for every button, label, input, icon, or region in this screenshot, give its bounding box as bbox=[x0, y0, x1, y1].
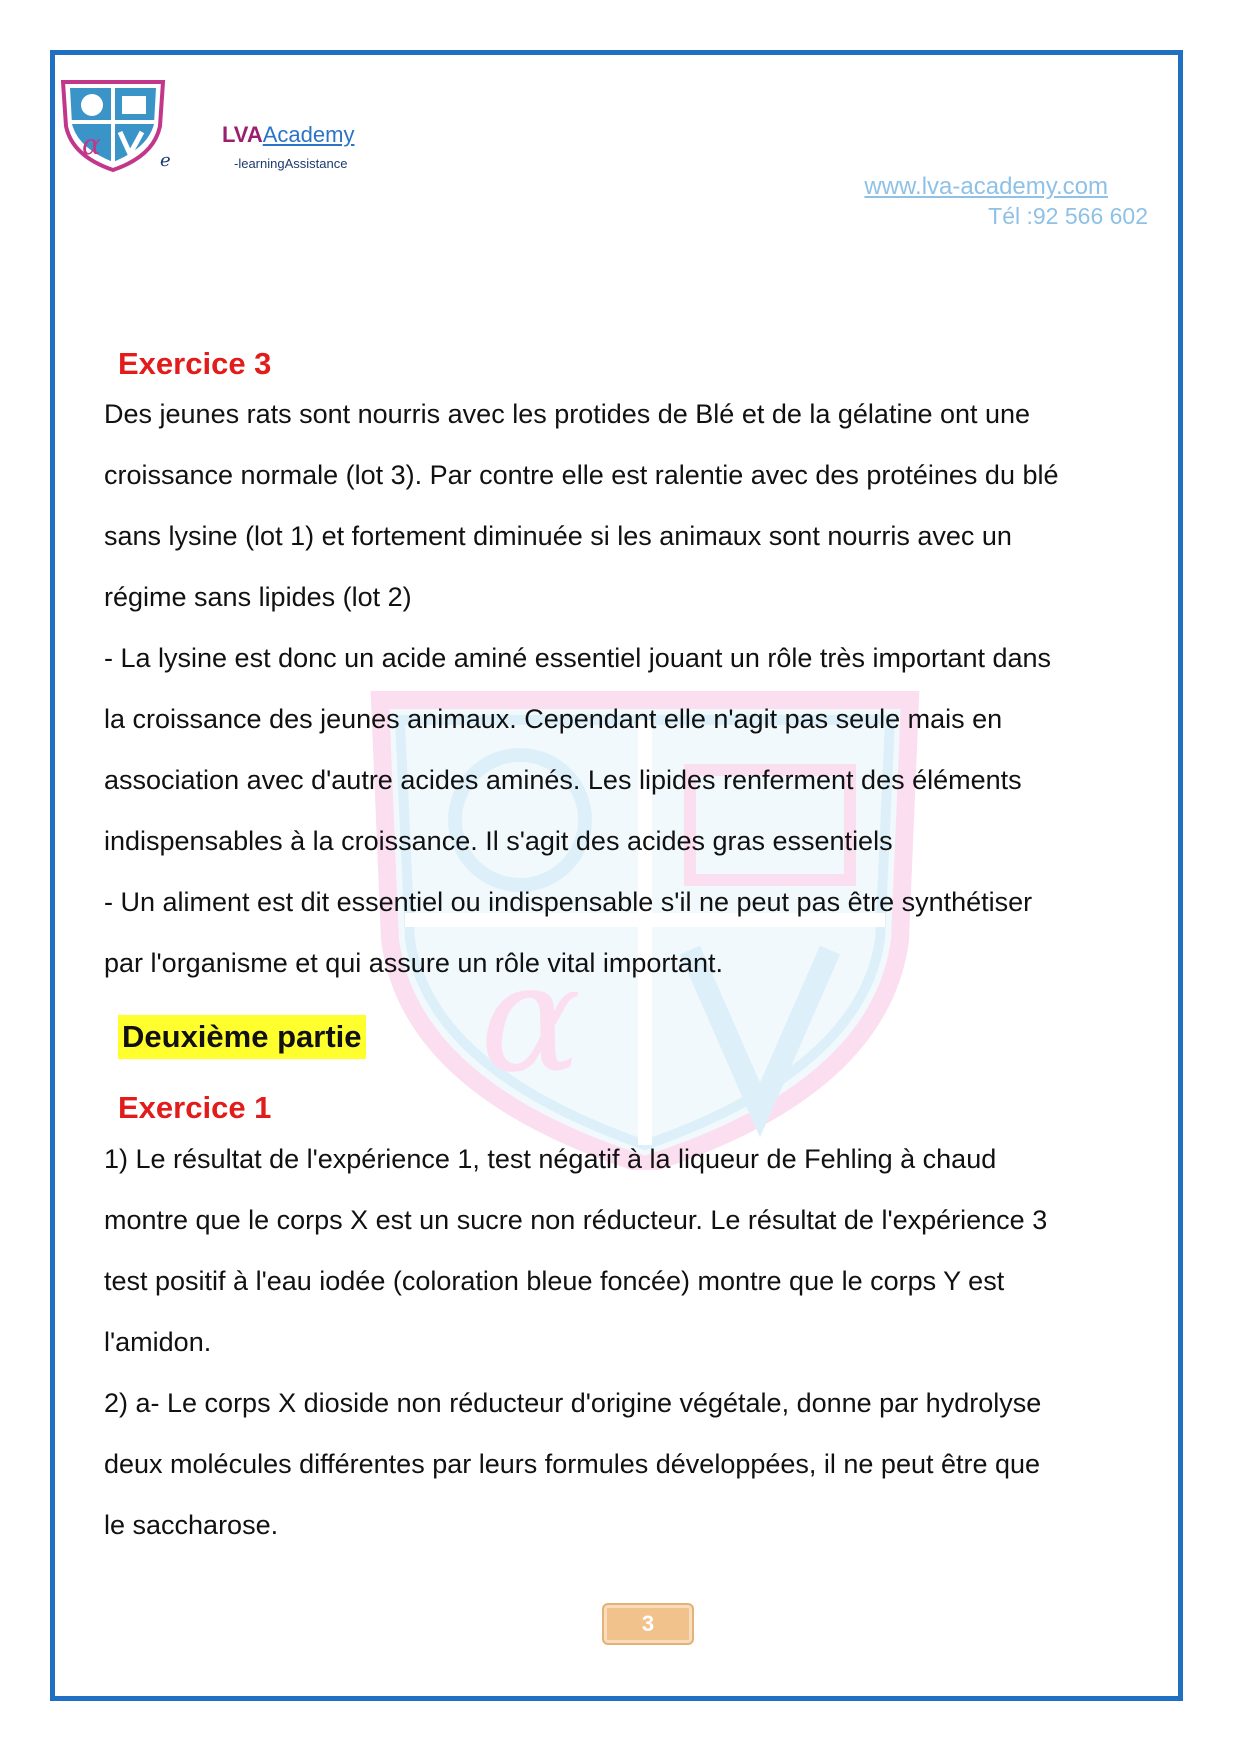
svg-text:α: α bbox=[82, 128, 101, 161]
text-line: la croissance des jeunes animaux. Cependant elle n'agit pas seule mais en bbox=[104, 704, 1003, 734]
text-line: croissance normale (lot 3). Par contre elle est ralentie avec des protéines du blé bbox=[104, 460, 1059, 490]
text-line: association avec d'autre acides aminés. Les lipides renferment des éléments bbox=[104, 765, 1022, 795]
text-line: - Un aliment est dit essentiel ou indispensable s'il ne peut pas être synthétiser bbox=[104, 887, 1033, 917]
exercise3-title: Exercice 3 bbox=[118, 346, 272, 381]
brand-academy: Academy bbox=[262, 122, 355, 147]
part2-title: Deuxième partie bbox=[118, 1015, 366, 1059]
page-number: 3 bbox=[602, 1603, 694, 1645]
text-line: indispensables à la croissance. Il s'agit des acides gras essentiels bbox=[104, 826, 893, 856]
logo-suffix: e bbox=[160, 150, 171, 171]
text-line: montre que le corps X est un sucre non réducteur. Le résultat de l'expérience 3 bbox=[104, 1205, 1048, 1235]
brand-tagline: -learningAssistance bbox=[234, 156, 348, 171]
text-line: 2) a- Le corps X dioside non réducteur d'origine végétale, donne par hydrolyse bbox=[104, 1388, 1042, 1418]
part2-heading bbox=[118, 1015, 366, 1059]
text-line: 1) Le résultat de l'expérience 1, test négatif à la liqueur de Fehling à chaud bbox=[104, 1144, 997, 1174]
exercise1-text bbox=[104, 1129, 1184, 1556]
website-link[interactable]: www.lva-academy.com bbox=[864, 173, 1108, 200]
exercise1-title: Exercice 1 bbox=[118, 1090, 272, 1125]
phone-number: Tél :92 566 602 bbox=[988, 203, 1148, 229]
text-line: l'amidon. bbox=[104, 1327, 212, 1357]
text-line: test positif à l'eau iodée (coloration bleue foncée) montre que le corps Y est bbox=[104, 1266, 1005, 1296]
svg-text:α: α bbox=[480, 932, 582, 1106]
text-line: sans lysine (lot 1) et fortement diminuée si les animaux sont nourris avec un bbox=[104, 521, 1012, 551]
brand-name[interactable] bbox=[222, 122, 354, 148]
text-line: le saccharose. bbox=[104, 1510, 279, 1540]
text-line: régime sans lipides (lot 2) bbox=[104, 582, 412, 612]
text-line: - La lysine est donc un acide aminé essentiel jouant un rôle très important dans bbox=[104, 643, 1052, 673]
academy-logo-icon bbox=[58, 78, 168, 173]
text-line: Des jeunes rats sont nourris avec les protides de Blé et de la gélatine ont une bbox=[104, 399, 1031, 429]
exercise3-text bbox=[104, 384, 1184, 994]
text-line: par l'organisme et qui assure un rôle vital important. bbox=[104, 948, 723, 978]
text-line: deux molécules différentes par leurs formules développées, il ne peut être que bbox=[104, 1449, 1041, 1479]
brand-lva: LVA bbox=[222, 122, 263, 147]
